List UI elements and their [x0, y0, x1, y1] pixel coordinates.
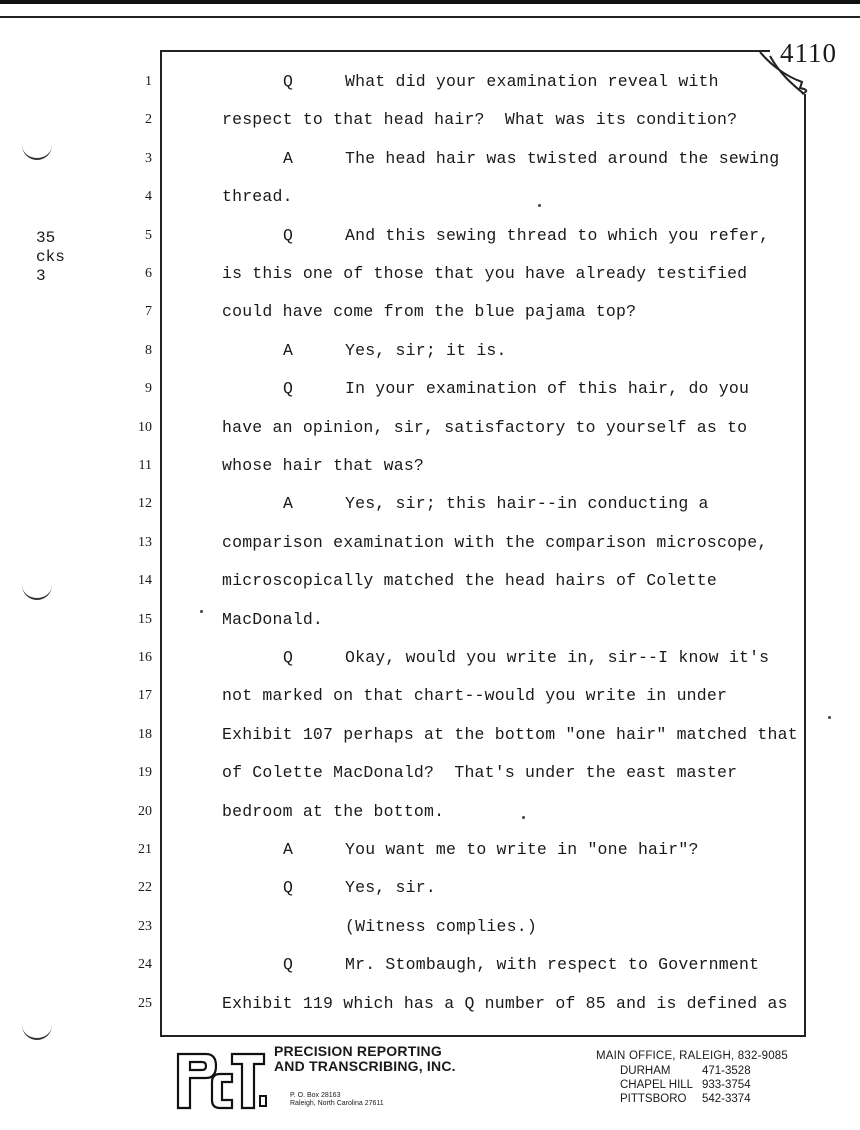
transcript-line	[0, 994, 860, 1032]
line-text: comparison examination with the comparison microscope,	[222, 532, 768, 552]
line-text: MacDonald.	[222, 609, 324, 629]
office-row	[620, 1093, 788, 1107]
speaker-label: Q	[283, 648, 294, 667]
speaker-label: Q	[283, 379, 294, 399]
line-number: 12	[138, 496, 152, 512]
transcript-line	[0, 917, 860, 955]
transcript-line	[0, 418, 860, 456]
line-number: 18	[138, 726, 152, 742]
line-number: 15	[138, 611, 152, 627]
speaker-label: Q	[283, 72, 294, 91]
line-number: 10	[138, 419, 152, 435]
speaker-label: A	[283, 840, 294, 859]
line-text: of Colette MacDonald? That's under the east master	[222, 763, 738, 783]
transcript-line	[0, 878, 860, 916]
office-phone: 933-3754	[702, 1079, 751, 1091]
line-text: Exhibit 107 perhaps at the bottom "one hair" matched that	[222, 724, 798, 744]
line-text: Mr. Stombaugh, with respect to Government	[345, 955, 760, 975]
top-rule	[0, 0, 860, 4]
line-number: 8	[145, 342, 152, 358]
line-text: Okay, would you write in, sir--I know it's	[345, 648, 770, 667]
transcript-line	[0, 648, 860, 686]
page-number: 4110	[780, 38, 837, 68]
line-number: 22	[138, 880, 152, 896]
transcript-line	[0, 379, 860, 417]
margin-note-line: 3	[36, 267, 46, 285]
line-text: What did your examination reveal with	[345, 72, 719, 91]
office-city: CHAPEL HILL	[620, 1079, 694, 1091]
office-list	[596, 1050, 788, 1107]
speaker-label: A	[283, 494, 294, 514]
transcript-line	[0, 533, 860, 571]
line-number: 21	[138, 842, 152, 857]
transcript-line	[0, 72, 860, 110]
line-number: 19	[138, 765, 152, 781]
transcript-line	[0, 494, 860, 532]
line-number: 3	[145, 150, 152, 166]
firm-address-line: Raleigh, North Carolina 27611	[290, 1100, 384, 1107]
line-number: 14	[138, 573, 152, 589]
top-rule-secondary	[0, 16, 860, 18]
line-text: You want me to write in "one hair"?	[345, 840, 699, 859]
line-text: have an opinion, sir, satisfactory to yourself as to	[222, 417, 748, 437]
line-number: 6	[145, 266, 152, 281]
office-row	[620, 1079, 788, 1093]
transcript-line	[0, 802, 860, 840]
line-text: respect to that head hair? What was its condition?	[222, 110, 738, 130]
line-text: is this one of those that you have already testified	[222, 264, 748, 283]
transcript-line	[0, 686, 860, 724]
line-number: 4	[145, 189, 152, 205]
line-number: 17	[138, 688, 152, 704]
line-number: 23	[138, 918, 152, 934]
firm-name-line: PRECISION REPORTING	[274, 1043, 442, 1059]
transcript-line	[0, 110, 860, 148]
line-text: not marked on that chart--would you write in under	[222, 686, 728, 706]
speaker-label: A	[283, 340, 294, 360]
line-number: 24	[138, 957, 152, 973]
transcript-line	[0, 226, 860, 264]
line-text: Yes, sir; this hair--in conducting a	[345, 494, 709, 514]
speaker-label: Q	[283, 225, 294, 245]
pt-logo-icon	[172, 1048, 268, 1114]
line-number: 1	[145, 74, 152, 89]
line-text: thread.	[222, 187, 293, 207]
transcript-line	[0, 456, 860, 494]
transcript-line	[0, 763, 860, 801]
line-number: 25	[138, 995, 152, 1011]
line-text: could have come from the blue pajama top?	[222, 302, 637, 322]
frame-bottom-border	[160, 1035, 806, 1037]
speaker-label: A	[283, 148, 294, 168]
line-text: In your examination of this hair, do you	[345, 379, 750, 399]
transcript-line	[0, 187, 860, 225]
line-number: 9	[145, 381, 152, 397]
line-number: 16	[138, 650, 152, 665]
line-text: whose hair that was?	[222, 456, 425, 475]
office-row	[620, 1065, 788, 1079]
transcript-line	[0, 955, 860, 993]
line-text: The head hair was twisted around the sewing	[345, 148, 780, 168]
main-office: MAIN OFFICE, RALEIGH, 832-9085	[596, 1050, 788, 1062]
line-number: 5	[145, 227, 152, 243]
transcript-line	[0, 341, 860, 379]
margin-note-line: cks	[36, 248, 65, 266]
firm-address	[290, 1092, 384, 1108]
line-text: And this sewing thread to which you refer,	[345, 225, 770, 245]
line-text: microscopically matched the head hairs of Colette	[222, 571, 717, 591]
speaker-label: Q	[283, 878, 294, 898]
line-text: Yes, sir.	[345, 878, 436, 898]
line-number: 20	[138, 803, 152, 819]
office-phone: 542-3374	[702, 1093, 751, 1105]
speaker-label: Q	[283, 955, 294, 975]
line-number: 2	[145, 112, 152, 128]
transcript-line	[0, 840, 860, 878]
frame-top-border	[160, 50, 770, 52]
firm-name	[274, 1044, 456, 1074]
firm-address-line: P. O. Box 28163	[290, 1092, 341, 1099]
transcript-line	[0, 302, 860, 340]
transcript-line	[0, 571, 860, 609]
transcript-line	[0, 610, 860, 648]
office-city: PITTSBORO	[620, 1093, 687, 1105]
line-text: (Witness complies.)	[345, 916, 537, 936]
office-city: DURHAM	[620, 1065, 671, 1077]
line-text: bedroom at the bottom.	[222, 801, 445, 821]
transcript-line	[0, 725, 860, 763]
transcript-line	[0, 149, 860, 187]
office-phone: 471-3528	[702, 1065, 751, 1077]
margin-note-line: 35	[36, 229, 56, 247]
line-number: 13	[138, 534, 152, 550]
line-number: 11	[138, 458, 152, 473]
line-number: 7	[145, 304, 152, 320]
firm-name-line: AND TRANSCRIBING, INC.	[274, 1058, 456, 1074]
line-text: Yes, sir; it is.	[345, 340, 507, 360]
transcript-line	[0, 264, 860, 302]
line-text: Exhibit 119 which has a Q number of 85 and is defined as	[222, 993, 788, 1013]
